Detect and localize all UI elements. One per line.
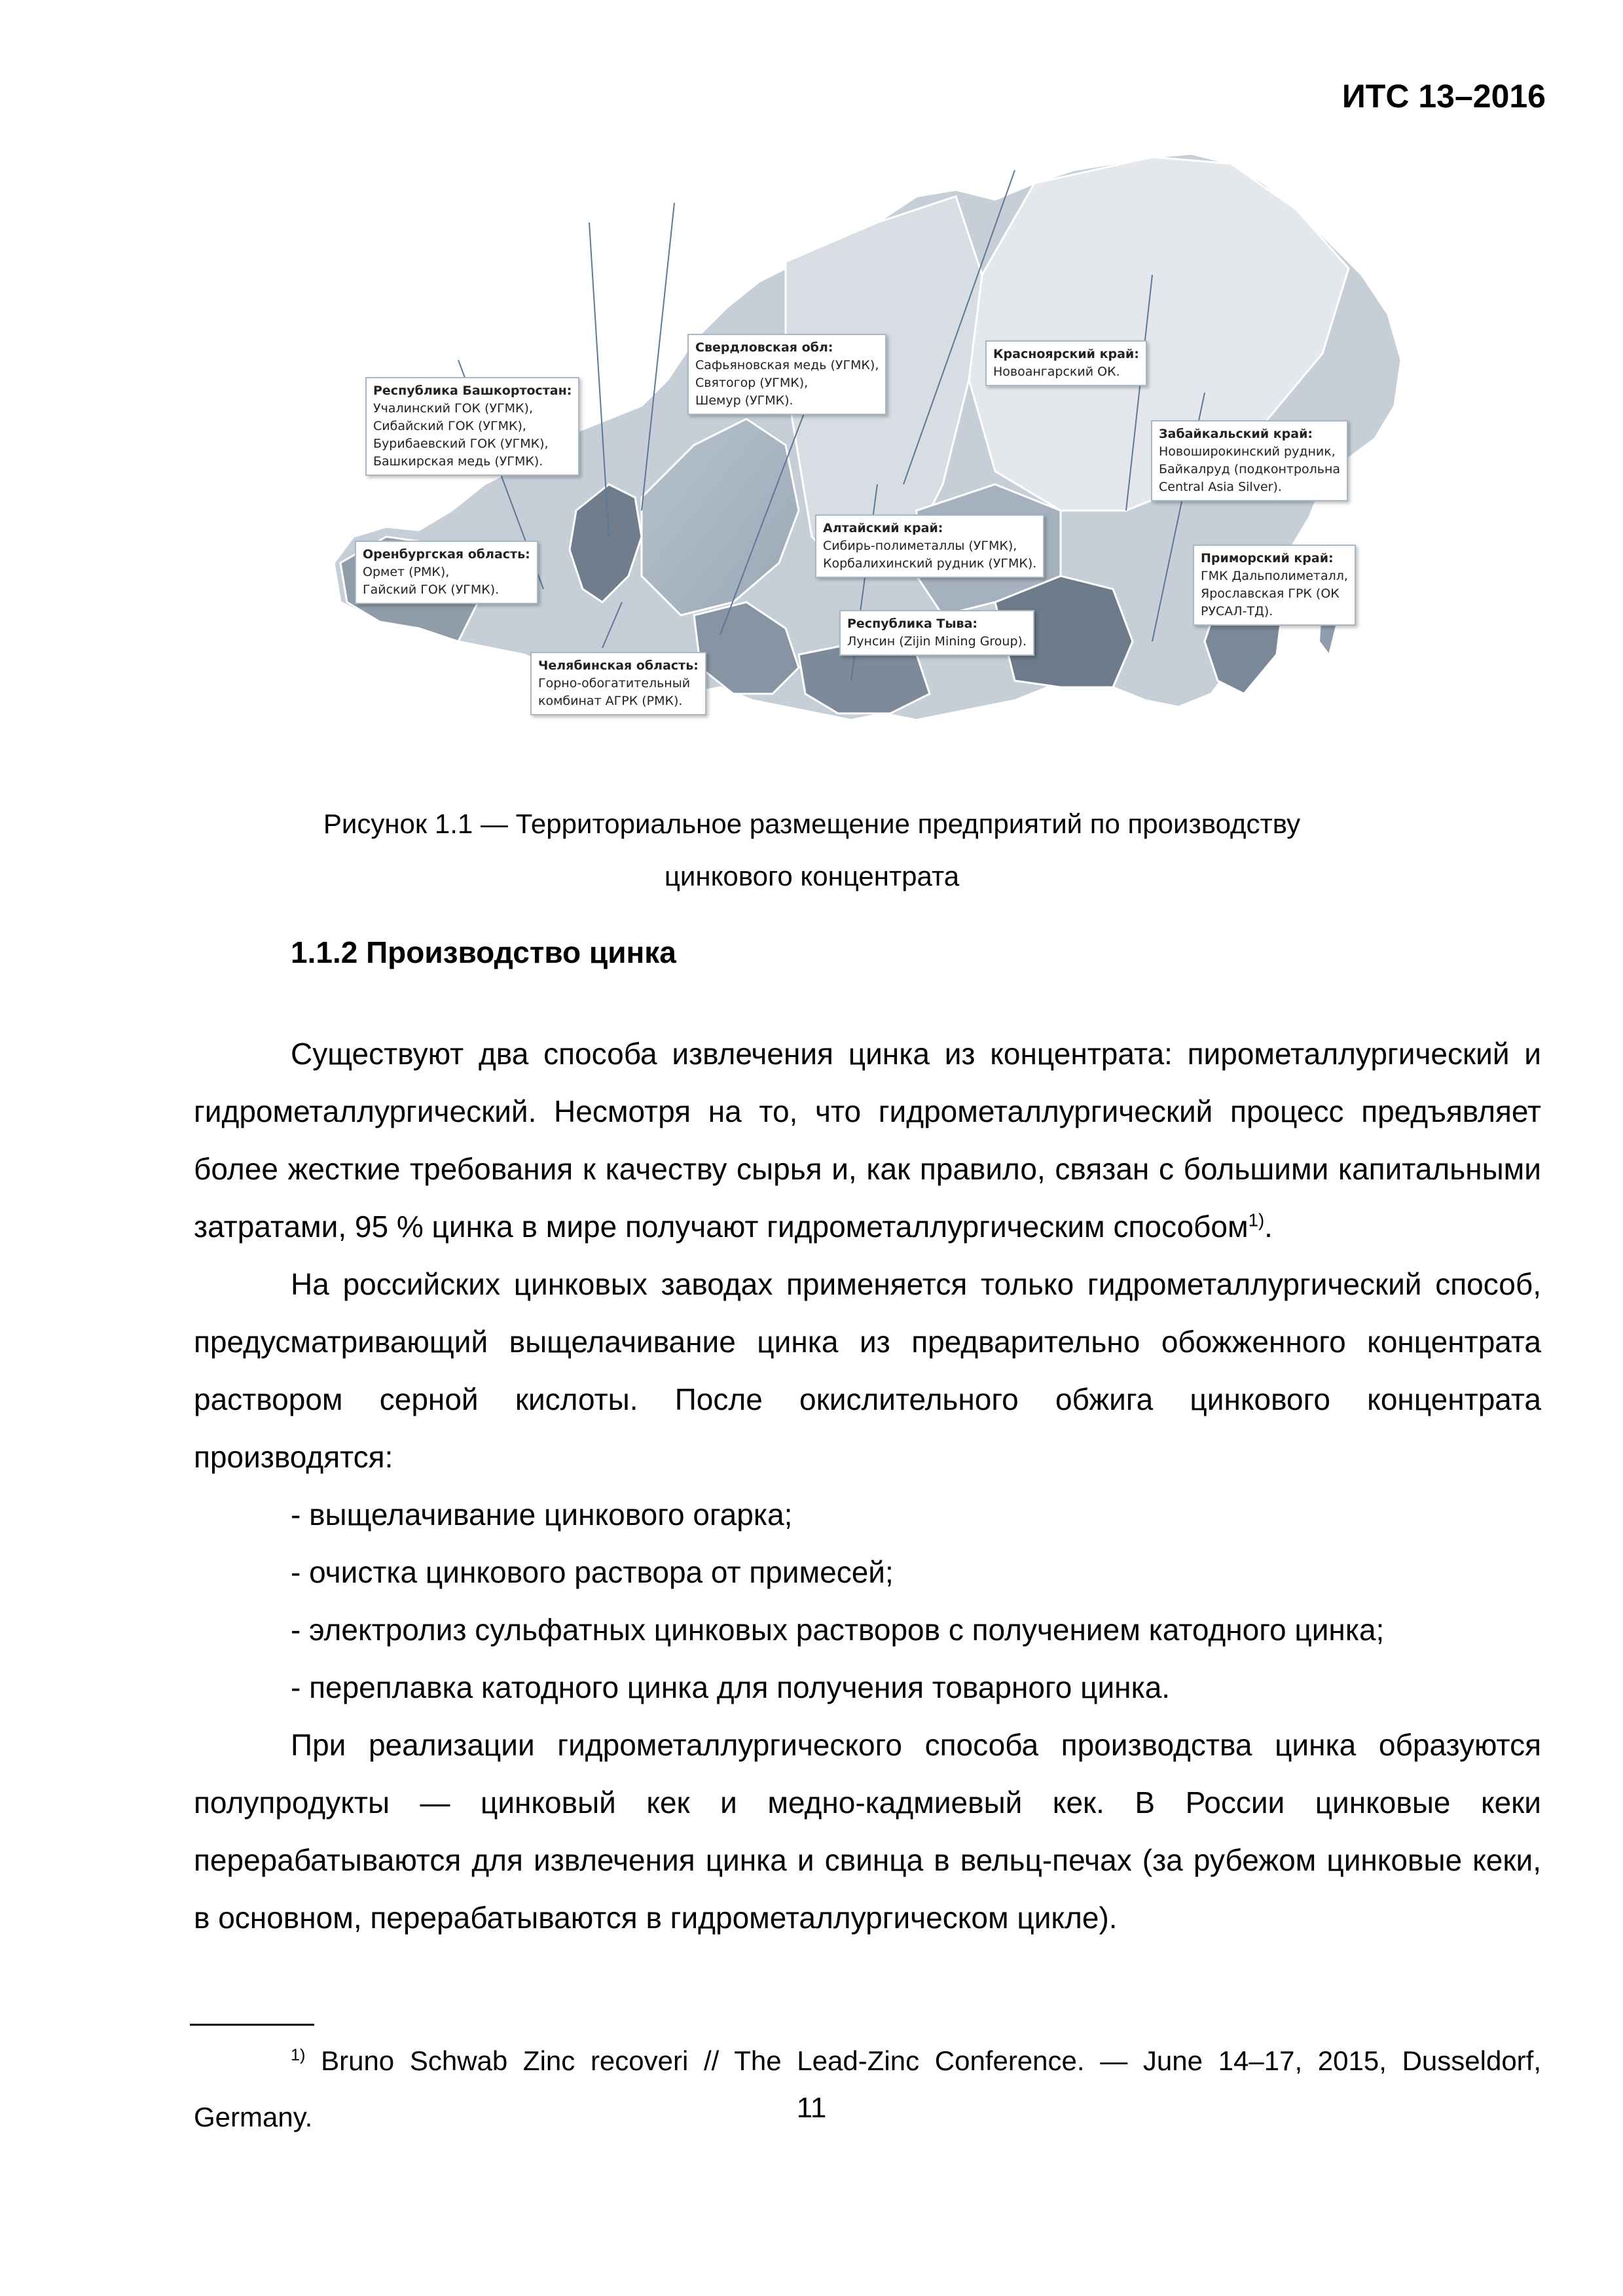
callout-title: Свердловская обл: (695, 340, 833, 355)
callout-chelyabinsk (530, 652, 706, 715)
callout-krasnoyarsk (985, 340, 1147, 386)
paragraph-3: При реализации гидрометаллургического способа производства цинка образуются полупродукты — цинковый кек и медно-кадмиевый кек. В России цинковые кеки перерабатываются для извлечения цинка и свинца в вельц-печах (за рубежом цинковые кеки, в основном, перерабатываются в гидрометаллургическом цикле). (194, 1728, 1541, 1935)
callout-tuva (839, 610, 1034, 656)
callout-bashkortostan (365, 377, 579, 476)
callout-line: Сафьяновская медь (УГМК), (695, 358, 879, 372)
callout-line: Сибирь-полиметаллы (УГМК), (823, 539, 1017, 553)
callout-line: Гайский ГОК (УГМК). (363, 583, 500, 597)
callout-line: Новоангарский ОК. (993, 365, 1120, 379)
callout-line: Шемур (УГМК). (695, 393, 793, 408)
callout-title: Республика Тыва: (847, 617, 977, 631)
callout-primorsky (1193, 545, 1356, 626)
section-heading: 1.1.2 Производство цинка (291, 935, 676, 969)
callout-line: Бурибаевский ГОК (УГМК), (373, 437, 549, 451)
callout-line: Сибайский ГОК (УГМК), (373, 419, 526, 433)
page-number: 11 (796, 2092, 827, 2124)
callout-line: Новоширокинский рудник, (1159, 444, 1336, 459)
callout-sverdlovsk (687, 334, 886, 415)
callout-line: Учалинский ГОК (УГМК), (373, 401, 534, 416)
callout-line: Святогор (УГМК), (695, 376, 809, 390)
footnote-marker: 1) (291, 2046, 306, 2064)
footnote-text: Bruno Schwab Zinc recoveri // The Lead-Zinc Conference. — June 14–17, 2015, Dusseldorf, Germany. (194, 2045, 1541, 2132)
list-item: - электролиз сульфатных цинковых растворов с получением катодного цинка; (291, 1613, 1385, 1647)
callout-title: Алтайский край: (823, 521, 943, 535)
callout-title: Красноярский край: (993, 347, 1139, 361)
list-item: - переплавка катодного цинка для получения товарного цинка. (291, 1670, 1171, 1704)
footnote-ref[interactable]: 1) (1248, 1210, 1265, 1230)
callout-line: Башкирская медь (УГМК). (373, 454, 543, 469)
callout-title: Приморский край: (1201, 551, 1334, 565)
callout-line: комбинат АГРК (РМК). (538, 694, 683, 708)
document-code: ИТС 13–2016 (1341, 78, 1546, 115)
footnote (194, 2033, 1541, 2145)
footnote-separator (190, 2024, 314, 2026)
callout-title: Оренбургская область: (363, 547, 530, 562)
callout-title: Челябинская область: (538, 658, 699, 673)
figure-caption-line1: Рисунок 1.1 — Территориальное размещение предприятий по производству (323, 808, 1301, 839)
callout-line: Корбалихинский рудник (УГМК). (823, 556, 1037, 571)
list-item: - выщелачивание цинкового огарка; (291, 1498, 793, 1532)
callout-line: Байкалруд (подконтрольна (1159, 462, 1341, 476)
paragraph-1: Существуют два способа извлечения цинка из концентрата: пирометаллургический и гидрометаллургический. Несмотря на то, что гидрометаллургический процесс предъявляет более жесткие требования к качеству сырья и, как правило, связан с большими капитальными затратами, 95 % цинка в мире получают гидрометаллургическим способом$^{1)}$. (194, 1037, 1541, 1244)
callout-orenburg (355, 541, 538, 604)
callout-title: Республика Башкортостан: (373, 384, 572, 398)
figure-caption-line2: цинкового концентрата (664, 861, 960, 891)
callout-title: Забайкальский край: (1159, 427, 1313, 441)
callout-line: ГМК Дальполиметалл, (1201, 569, 1348, 583)
figure-map (327, 144, 1414, 766)
callout-line: РУСАЛ-ТД). (1201, 604, 1273, 619)
callout-line: Central Asia Silver). (1159, 480, 1282, 494)
callout-zabaikalsky (1151, 420, 1348, 501)
callout-line: Лунсин (Zijin Mining Group). (847, 634, 1027, 649)
callout-line: Ярославская ГРК (ОК (1201, 586, 1340, 601)
body-text (194, 1025, 1541, 1946)
list-item: - очистка цинкового раствора от примесей; (291, 1555, 894, 1589)
callout-altai (815, 514, 1044, 578)
callout-line: Горно-обогатительный (538, 676, 691, 691)
paragraph-2: На российских цинковых заводах применяется только гидрометаллургический способ, предусматривающий выщелачивание цинка из предварительно обожженного концентрата раствором серной кислоты. После окислительного обжига цинкового концентрата производятся: (194, 1267, 1541, 1474)
callout-line: Ормет (РМК), (363, 565, 450, 579)
